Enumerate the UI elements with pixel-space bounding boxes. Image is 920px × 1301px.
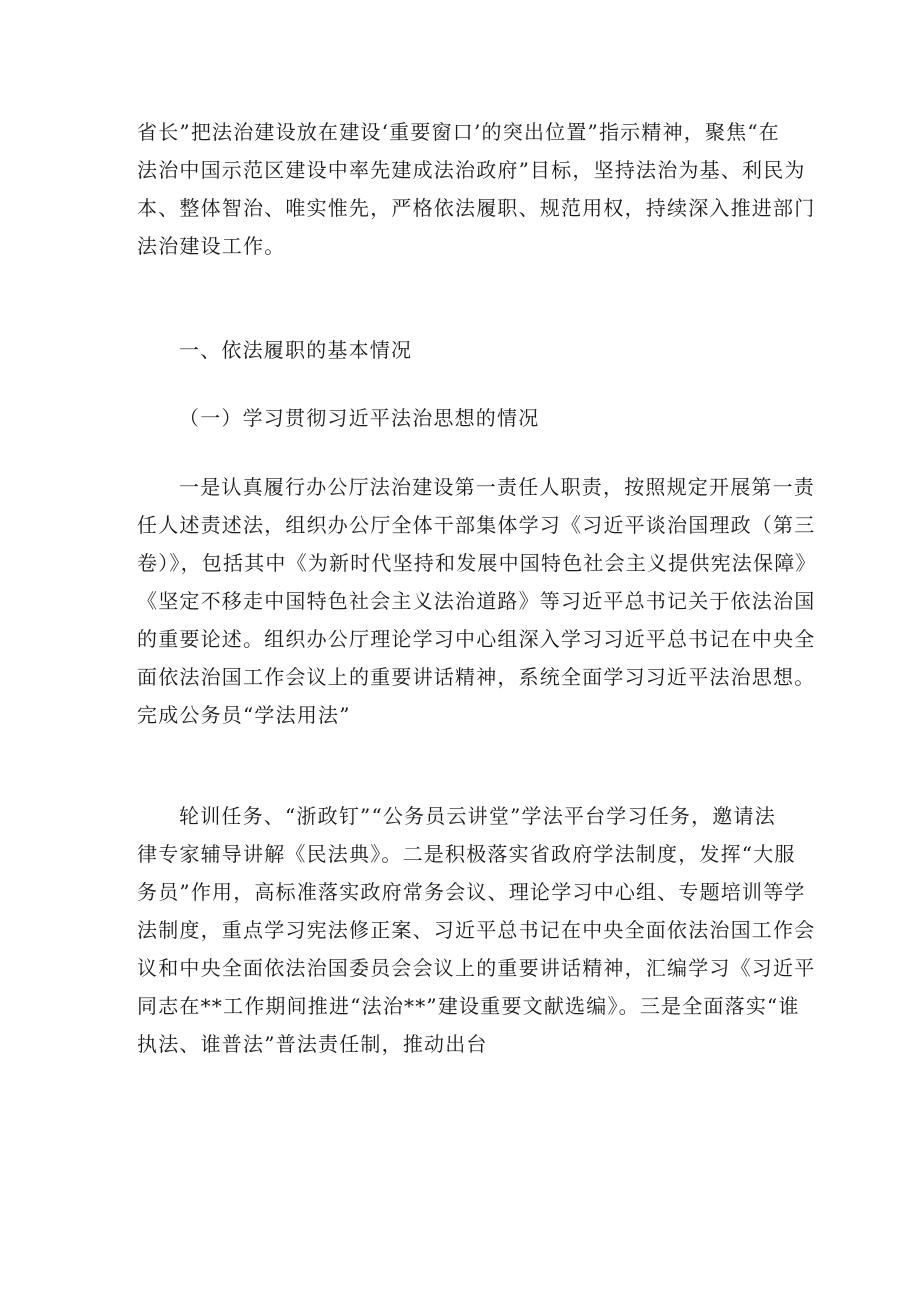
paragraph-line: 务员”作用，高标准落实政府常务会议、理论学习中心组、专题培训等学 — [137, 880, 806, 904]
paragraph-line: 律专家辅导讲解《民法典》。二是积极落实省政府学法制度，发挥“大服 — [137, 842, 796, 866]
paragraph-line: 省长”把法治建设放在建设‘重要窗口’的突出位置”指示精神，聚焦“在 — [137, 120, 780, 144]
paragraph-line: 卷）》，包括其中《为新时代坚持和发展中国特色社会主义提供宪法保障》 — [137, 551, 817, 575]
paragraph-line: 法制度，重点学习宪法修正案、习近平总书记在中央全面依法治国工作会 — [137, 918, 816, 942]
paragraph-training — [137, 797, 816, 1063]
paragraph-line: 一是认真履行办公厅法治建设第一责任人职责，按照规定开展第一责 — [179, 475, 815, 499]
paragraph-intro — [137, 113, 816, 265]
section-heading: 一、依法履职的基本情况 — [179, 338, 413, 362]
paragraph-line: 任人述责述法，组织办公厅全体干部集体学习《习近平谈治国理政（第三 — [137, 513, 816, 537]
paragraph-line: 法治中国示范区建设中率先建成法治政府”目标，坚持法治为基、利民为 — [137, 158, 806, 182]
paragraph-line: 的重要论述。组织办公厅理论学习中心组深入学习习近平总书记在中央全 — [137, 627, 816, 651]
paragraph-line: 面依法治国工作会议上的重要讲话精神，系统全面学习习近平法治思想。 — [137, 665, 816, 689]
paragraph-line: 议和中央全面依法治国委员会会议上的重要讲话精神，汇编学习《习近平 — [137, 956, 816, 980]
paragraph-line: 完成公务员“学法用法” — [137, 703, 351, 727]
paragraph-line: 《坚定不移走中国特色社会主义法治道路》等习近平总书记关于依法治国 — [137, 589, 816, 613]
paragraph-line: 法治建设工作。 — [137, 234, 286, 258]
subsection-heading: （一）学习贯彻习近平法治思想的情况 — [179, 406, 540, 430]
paragraph-line: 执法、谁普法”普法责任制，推动出台 — [137, 1032, 488, 1056]
paragraph-line: 同志在**工作期间推进“法治**”建设重要文献选编》。三是全面落实“谁 — [137, 994, 800, 1018]
paragraph-line: 本、整体智治、唯实惟先，严格依法履职、规范用权，持续深入推进部门 — [137, 196, 816, 220]
paragraph-line: 轮训任务、“浙政钉”“公务员云讲堂”学法平台学习任务，邀请法 — [179, 804, 776, 828]
paragraph-study — [137, 468, 817, 734]
